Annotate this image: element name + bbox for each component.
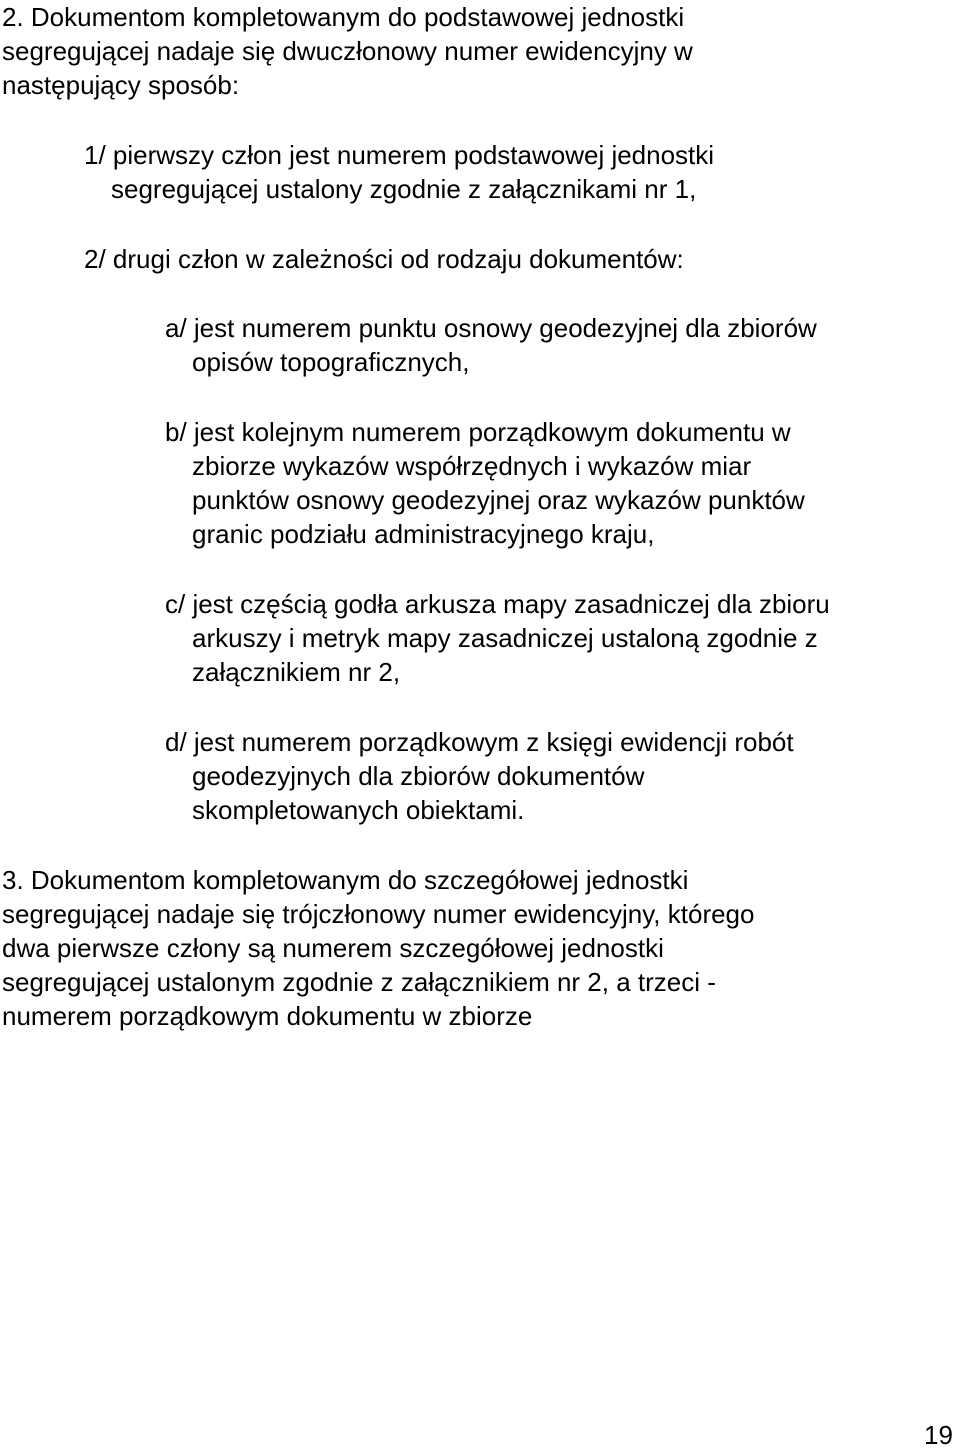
paragraph-2-line-3: następujący sposób: [2,70,240,100]
paragraph-3-line-2: segregującej nadaje się trójczłonowy numer ewidencyjny, którego [2,899,755,929]
item-a-line-1: a/ jest numerem punktu osnowy geodezyjnej dla zbiorów [165,313,817,343]
item-c-line-2: arkuszy i metryk mapy zasadniczej ustaloną zgodnie z [192,623,818,653]
paragraph-2-line-1: 2. Dokumentom kompletowanym do podstawowej jednostki [2,2,685,32]
paragraph-3-line-3: dwa pierwsze człony są numerem szczegółowej jednostki [2,933,664,963]
item-a-line-2: opisów topograficznych, [192,347,470,377]
paragraph-3-line-4: segregującej ustalonym zgodnie z załącznikiem nr 2, a trzeci - [2,967,716,997]
item-d-line-1: d/ jest numerem porządkowym z księgi ewidencji robót [165,727,794,757]
item-2-line-1: 2/ drugi człon w zależności od rodzaju dokumentów: [84,244,684,274]
paragraph-3-line-5: numerem porządkowym dokumentu w zbiorze [2,1001,533,1031]
item-1-line-1: 1/ pierwszy człon jest numerem podstawowej jednostki [84,140,715,170]
item-c-line-3: załącznikiem nr 2, [192,657,401,687]
item-b-line-3: punktów osnowy geodezyjnej oraz wykazów punktów [192,485,805,515]
item-d-line-3: skompletowanych obiektami. [192,795,525,825]
item-b-line-4: granic podziału administracyjnego kraju, [192,519,655,549]
item-d-line-2: geodezyjnych dla zbiorów dokumentów [192,761,645,791]
item-c-line-1: c/ jest częścią godła arkusza mapy zasadniczej dla zbioru [165,589,830,619]
paragraph-3-line-1: 3. Dokumentom kompletowanym do szczegółowej jednostki [2,865,689,895]
paragraph-2-line-2: segregującej nadaje się dwuczłonowy numer ewidencyjny w [2,36,693,66]
item-1-line-2: segregującej ustalony zgodnie z załącznikami nr 1, [111,174,697,204]
item-b-line-2: zbiorze wykazów współrzędnych i wykazów miar [192,451,752,481]
item-b-line-1: b/ jest kolejnym numerem porządkowym dokumentu w [165,417,791,447]
page-number: 19 [924,1420,953,1450]
